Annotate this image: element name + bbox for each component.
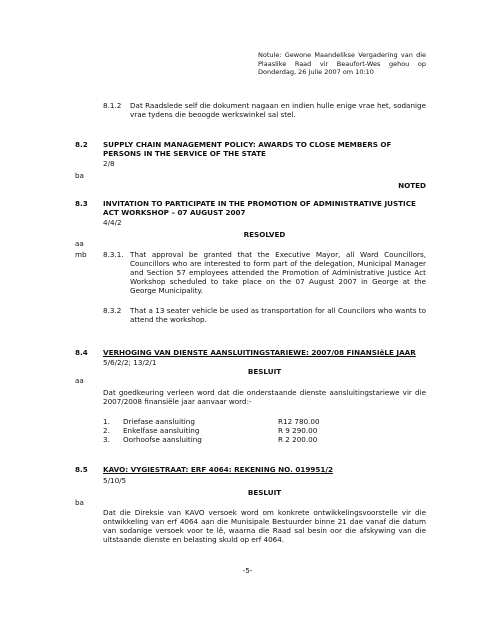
item-8-3-initials-2: mb — [75, 250, 87, 259]
tariff-row — [103, 435, 403, 444]
item-8-1-2-text: Dat Raadslede self die dokument nagaan en indien hulle enige vrae het, sodanige vrae tydens die beoogde werkswinkel sal stel. — [130, 101, 426, 120]
item-8-4-text: Dat goedkeuring verleen word dat die onderstaande dienste aansluitingstariewe vir die 2007/2008 finansiële jaar aanvaar word:- — [103, 388, 426, 407]
item-8-3-1-text: That approval be granted that the Executive Mayor, all Ward Councillors, Councillors who are interested to form part of the delegation, Municipal Manager and Section 57 employees attended the Promotion of Administrative Justice Act Workshop scheduled to take place on the 07 August 2007 in George at the George Municipality. — [130, 250, 426, 296]
item-8-4-number: 8.4 — [75, 348, 88, 357]
item-8-4-title: VERHOGING VAN DIENSTE AANSLUITINGSTARIEWE: 2007/08 FINANSIëLE JAAR — [103, 348, 416, 357]
item-8-3-2-number: 8.3.2 — [103, 306, 122, 315]
item-8-2-title: SUPPLY CHAIN MANAGEMENT POLICY: AWARDS TO CLOSE MEMBERS OF PERSONS IN THE SERVICE OF THE STATE — [103, 140, 392, 159]
item-8-5-initials: ba — [75, 498, 84, 507]
item-8-2-decision: NOTED — [398, 181, 426, 190]
item-8-4-reference: 5/6/2/2; 13/2/1 — [103, 358, 157, 367]
item-8-2-reference: 2/8 — [103, 159, 115, 168]
tariff-number: 3. — [103, 435, 110, 445]
tariff-amount: R 2 200.00 — [278, 435, 318, 445]
item-8-3-number: 8.3 — [75, 199, 88, 208]
item-8-3-title: INVITATION TO PARTICIPATE IN THE PROMOTION OF ADMINISTRATIVE JUSTICE ACT WORKSHOP – 07 AUGUST 2007 — [103, 199, 416, 218]
item-8-5-title: KAVO: VYGIESTRAAT: ERF 4064: REKENING NO. 019951/2 — [103, 465, 333, 474]
tariff-number: 1. — [103, 417, 110, 426]
tariff-number: 2. — [103, 426, 110, 436]
item-8-5-number: 8.5 — [75, 465, 88, 474]
tariff-row — [103, 426, 403, 435]
item-8-2-number: 8.2 — [75, 140, 88, 149]
tariff-label: Driefase aansluiting — [123, 417, 195, 426]
tariff-amount: R 9 290.00 — [278, 426, 318, 436]
item-8-5-reference: 5/10/5 — [103, 476, 127, 485]
tariff-list — [103, 417, 403, 444]
tariff-label: Enkelfase aansluiting — [123, 426, 200, 436]
item-8-4-decision: BESLUIT — [247, 367, 282, 376]
page-header: Notule: Gewone Maandelikse Vergadering van die Plaaslike Raad vir Beaufort-Wes gehou op Donderdag, 26 Julie 2007 om 10:10 — [258, 51, 426, 77]
item-8-3-reference: 4/4/2 — [103, 218, 122, 227]
item-8-3-decision: RESOLVED — [243, 230, 286, 239]
item-8-2-initials: ba — [75, 171, 84, 180]
tariff-row — [103, 417, 403, 426]
item-8-4-initials: aa — [75, 376, 84, 385]
item-8-3-1-number: 8.3.1. — [103, 250, 124, 259]
item-8-1-2-number: 8.1.2 — [103, 101, 122, 110]
item-8-5-decision: BESLUIT — [247, 488, 282, 497]
tariff-label: Oorhoofse aansluiting — [123, 435, 202, 445]
item-8-3-initials-1: aa — [75, 239, 84, 248]
page-number: -5- — [242, 566, 253, 575]
tariff-amount: R12 780.00 — [278, 417, 320, 426]
item-8-3-2-text: That a 13 seater vehicle be used as transportation for all Councilors who wants to attend the workshop. — [130, 306, 426, 325]
item-8-5-text: Dat die Direksie van KAVO versoek word om konkrete ontwikkelingsvoorstelle vir die ontwikkeling van erf 4064 aan die Munisipale Bestuurder binne 21 dae vanaf die datum van sodanige versoek voor te lê, waarna die Raad sal besin oor die afskywing van die uitstaande dienste en belasting skuld op erf 4064. — [103, 508, 426, 545]
